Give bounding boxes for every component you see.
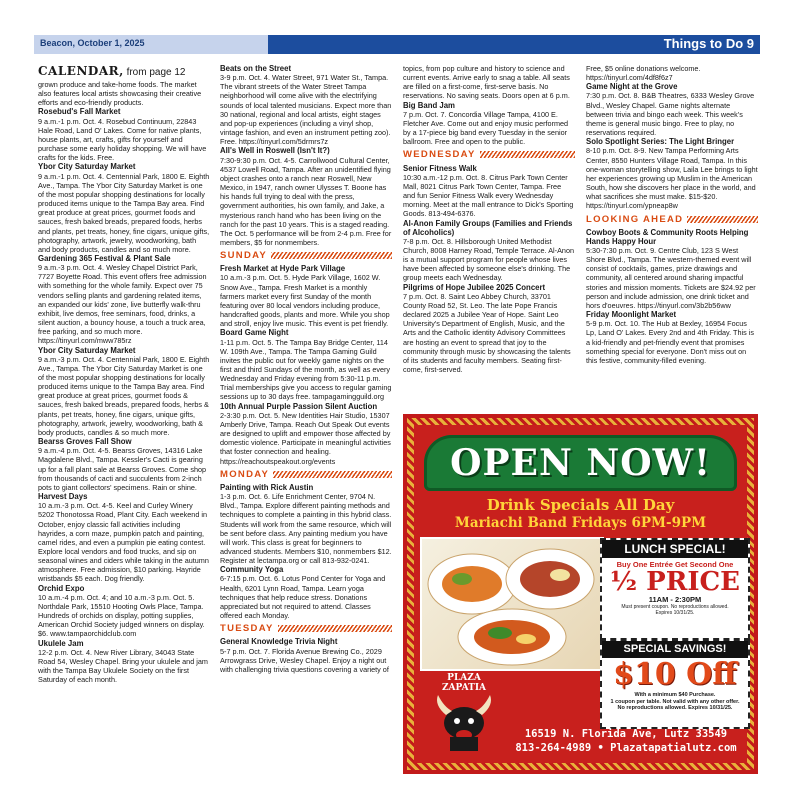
event-description: 5-7 p.m. Oct. 7. Florida Avenue Brewing Co., 2029 Arrowgrass Drive, Wesley Chapel. Enjoy a night out with challenging trivia questions covering a variety of — [220, 646, 389, 674]
special-savings-coupon — [600, 639, 750, 729]
open-now-banner — [424, 435, 737, 491]
event-list — [220, 264, 392, 465]
event-description: 2-3:30 p.m. Oct. 5. New Identities Hair Studio, 15307 Amberly Drive, Tampa. Reach Out Speak Out events are designed to uplift and empower those affected by domestic violence. Participate in meaningful activities that foster connection and healing. https://reachoutspeakout.org/events — [220, 410, 391, 466]
event-title: Fresh Market at Hyde Park Village — [220, 264, 346, 274]
calendar-title — [38, 64, 210, 80]
event-list — [586, 82, 758, 210]
day-header-sunday — [220, 251, 392, 260]
event-description: 1-11 p.m. Oct. 5. The Tampa Bay Bridge Center, 114 W. 109th Ave., Tampa. The Tampa Gaming Guild invites the public out for weekly game nights on the first and third Sundays of the month, as well as every Wednesday and Friday evening from 5:30-11 p.m. Trial memberships give you access to regular gaming sessions up to 30 days free. tampagamingguild.org — [220, 337, 392, 402]
intro-text: grown produce and take-home foods. The market also features local artists showcasing their creative efforts and eco-friendly products. — [38, 80, 202, 108]
event-title: 10th Annual Purple Passion Silent Auction — [220, 401, 378, 411]
event-list — [220, 637, 392, 674]
event-description: 9 a.m.-1 p.m. Oct. 4. Rosebud Continuum, 22843 Hale Road, Land O' Lakes. Come for native plants, house plants, art, crafts, gifts for yourself and purchase some early holiday shopping. We will have crafts for the kids. Free. — [38, 116, 207, 163]
event-description: 7 p.m. Oct. 7. Concordia Village Tampa, 4100 E. Fletcher Ave. Come out and enjoy music performed by a 17-piece big band every Tuesday in the senior ballroom. Free and open to the public. — [403, 109, 569, 147]
day-label: MONDAY — [220, 468, 270, 480]
publication-date: Beacon, October 1, 2025 — [40, 38, 145, 48]
event-description: 8-10 p.m. Oct. 8-9. New Tampa Performing Arts Center, 8550 Hunters Village Road, Tampa. In this one-woman storytelling show, Laila Lee brings to light her experiences growing up Muslim in the American South, how she discovers her place in the world, and what sacrifices she must make. $15-$20. https://tinyurl.com/ypneap8w — [586, 146, 758, 211]
mariachi-text: Mariachi Band Fridays 6PM-9PM — [454, 515, 707, 531]
ad-address — [510, 727, 742, 755]
event-title: Board Game Night — [220, 328, 289, 338]
event-title: Orchid Expo — [38, 583, 85, 593]
food-plates-image — [422, 539, 602, 669]
coupon-expiry: No reproductions allowed. Expires 10/31/25. — [617, 705, 733, 711]
hatch-rule — [278, 625, 392, 632]
event-title: Pilgrims of Hope Jubilee 2025 Concert — [403, 282, 546, 292]
event-title: Cowboy Boots & Community Roots Helping Hands Happy Hour — [586, 227, 749, 246]
ad-inner — [414, 425, 747, 763]
hatch-rule — [273, 471, 392, 478]
day-label: SUNDAY — [220, 250, 268, 262]
event-list — [220, 64, 392, 247]
event-description: 7:30-9:30 p.m. Oct. 4-5. Carrollwood Cultural Center, 4537 Lowell Road, Tampa. After an unidentified flying object crashes onto a ranch near Roswell, New Mexico, in 1947, ranch owner Ulysses T. Boone has his hands full trying to deal with the press, government authorities, his own family, and Jake, a mysterious ranch hand who has been living on the ranch for the past 10 years. This is a staged reading. The Oct. 5 performance will be from 2-4 p.m. Free for members, $5 for nonmembers. — [220, 155, 392, 247]
restaurant-logo — [424, 673, 504, 753]
hatch-rule — [687, 216, 758, 223]
coupon-subtitle: Buy One Entrée Get Second One — [616, 560, 734, 569]
event-title: Friday Moonlight Market — [586, 310, 677, 320]
event-title: Solo Spotlight Series: The Light Bringer — [586, 137, 735, 147]
event-title: Al-Anon Family Groups (Families and Friends of Alcoholics) — [403, 218, 573, 237]
hatch-rule — [480, 151, 575, 158]
coupon-price: $10 Off — [613, 657, 737, 692]
day-label: TUESDAY — [220, 623, 274, 635]
banner-text: OPEN NOW! — [450, 442, 711, 484]
event-title: Ybor City Saturday Market — [38, 345, 136, 355]
coupon-heading: LUNCH SPECIAL! — [602, 540, 748, 558]
coupon-hours: 11AM - 2:30PM — [648, 595, 702, 604]
phone-website-line: 813-264-4989 • Plazatapatialutz.com — [515, 742, 737, 754]
event-description: 10:30 a.m.-12 p.m. Oct. 8. Citrus Park Town Center Mall, 8021 Citrus Park Town Center, Tampa. Free and fun Senior Fitness Walk every Wednesday morning. Meet at the mall entrance to Dick's Sporting Goods. 813-494-6376. — [403, 172, 574, 219]
event-description: 10 a.m.-3 p.m. Oct. 4-5. Keel and Curley Winery 5202 Thonotossa Road, Plant City. Each weekend in October, enjoy classic fall activities including hayrides, a corn maze, pumpkin patch and painting, camel rides, and even a pumpkin pie eating contest. Explore local vendors and food trucks, and sip on seasonal wines and ciders while taking in the autumn atmosphere. Free admission, $10 parking. Hayride wristbands $5 each. Dog friendly. — [38, 501, 209, 584]
event-title: Community Yoga — [220, 565, 284, 575]
event-description: 10 a.m.-3 p.m. Oct. 5. Hyde Park Village, 1602 W. Snow Ave., Tampa. Fresh Market is a monthly farmers market every first Sunday of the month featuring over 80 local vendors including produce, handcrafted goods, plants and more. While you shop and stroll, enjoy live music. This event is pet friendly. — [220, 273, 390, 329]
logo-text: PLAZA ZAPATIA — [441, 673, 487, 693]
event-title: Bearss Groves Fall Show — [38, 437, 132, 447]
event-description: 9 a.m.-1 p.m. Oct. 4. Centennial Park, 1800 E. Eighth Ave., Tampa. The Ybor City Saturday Market is one of the most popular shopping destinations for locally produced items unique to the Tampa Bay area. Find great produce at great prices, gourmet foods and sauces, fresh baked breads, prepared foods, herbs and plants, pet treats, honey, fine cigars, unique gifts, photography, artwork, jewelry, woodworking, bath and body products, candles and so much more. — [38, 171, 210, 254]
day-label: LOOKING AHEAD — [586, 213, 684, 225]
section-title: Things to Do 9 — [663, 36, 754, 51]
header-left-bar — [34, 35, 268, 54]
event-description: 9 a.m.-3 p.m. Oct. 4. Centennial Park, 1800 E. Eighth Ave., Tampa. The Ybor City Saturday Market is one of the most popular shopping destinations for locally produced items unique to the Tampa Bay area. Find great produce at great prices, gourmet foods & sauces, fresh baked breads, prepared foods, herbs & plants, pet treats, honey, fine cigars, unique gifts, photography, artwork, jewelry, woodworking, bath & body products, candles & so much more. — [38, 354, 210, 437]
day-header-wednesday — [403, 150, 575, 159]
page-header — [34, 35, 760, 54]
event-title: All's Well in Roswell (Isn't It?) — [220, 146, 330, 156]
event-title: Rosebud's Fall Market — [38, 107, 121, 117]
event-description: 12-2 p.m. Oct. 4. New River Library, 34043 State Road 54, Wesley Chapel. Bring your ukulele and jam with the Tampa Bay Ukulele Society on the first Saturday of each month. — [38, 647, 208, 685]
calendar-heading: CALENDAR, — [38, 64, 124, 78]
event-title: Ukulele Jam — [38, 638, 84, 648]
food-photo — [420, 537, 604, 671]
day-header-tuesday — [220, 624, 392, 633]
column-4 — [586, 64, 758, 365]
event-title: Big Band Jam — [403, 100, 455, 110]
event-list — [403, 164, 575, 375]
restaurant-ad — [403, 414, 758, 774]
event-description: 9 a.m.-4 p.m. Oct. 4-5. Bearss Groves, 14316 Lake Magdalene Blvd., Tampa. Kessler's Cacti is gearing up for a fall plant sale at Bearss Groves. Come shop from thousands of cacti and succulents from 2-inch pots to giant collectors' specimens. Rain or shine. — [38, 446, 207, 492]
event-description: 10 a.m.-4 p.m. Oct. 4; and 10 a.m.-3 p.m. Oct. 5. Northdale Park, 15510 Hooting Owls Place, Tampa. Hundreds of orchids on display, potting supplies, American Orchid Society judged winners on display. $6. www.tampaorchidclub.com — [38, 592, 205, 639]
coupon-fine-print: 1 coupon per table. Not valid with any other offer. — [610, 698, 740, 705]
continued-text: Free, $5 online donations welcome. https://tinyurl.com/4df8f6z7 — [586, 64, 701, 83]
event-description: 6-7:15 p.m. Oct. 6. Lotus Pond Center for Yoga and Health, 6201 Lynn Road, Tampa. Learn yoga techniques that help reduce stress. Donations appreciated but not required to attend. Classes offered each Monday. — [220, 574, 386, 621]
event-list — [38, 107, 210, 684]
header-right-bar — [268, 35, 760, 54]
address-line: 16519 N. Florida Ave, Lutz 33549 — [524, 728, 728, 740]
event-description: 5:30-7:30 p.m. Oct. 9. Centre Club, 123 S West Shore Blvd., Tampa. The western-themed event will consist of cocktails, games, prize drawings and community, all centered around sharing impactful stories and mission moments. Tickets are $24.92 per person and include admission, one drink ticket and hors d'oeuvres. https://tinyurl.com/3b2b56ww — [586, 245, 756, 310]
event-list — [220, 483, 392, 620]
column-1 — [38, 64, 210, 684]
event-description: 9 a.m.-3 p.m. Oct. 4. Wesley Chapel District Park, 7727 Boyette Road. This event offers free admission with something for the whole family. Expect over 75 vendors selling plants and gardening related items, an expanded our kids' zone, live butterfly walk-thru exhibit, live demos, free seminars, food, drinks, a silent auction, a bouncy house, a touch a truck area, free parking, and so much more. https://tinyurl.com/mww785rz — [38, 263, 207, 346]
coupon-heading: SPECIAL SAVINGS! — [602, 641, 748, 658]
continued-text: topics, from pop culture and history to science and current events. Arrive early to snag a table. All seats are filled on a first-come, first-serve basis. No reservations. No saving seats. Doors open at 6 p.m. — [403, 64, 570, 101]
event-list — [403, 101, 575, 147]
event-title: Senior Fitness Walk — [403, 163, 477, 173]
bull-icon — [424, 685, 504, 765]
event-description: 5-9 p.m. Oct. 10. The Hub at Bexley, 16954 Focus Lp, Land O' Lakes. Every 2nd and 4th Friday. This is a kid-friendly and pet-friendly event that promises something special for everyone. Don't miss out on this festive, community-filled evening. — [586, 319, 754, 365]
day-header-monday — [220, 470, 392, 479]
event-description: 1-3 p.m. Oct. 6. Life Enrichment Center, 9704 N. Blvd., Tampa. Explore different painting methods and techniques to complete a painting in this hybrid class. Students will work from the same resource, which will be sent before class. Any painting medium you have will work. This class is great for beginners to advanced students. Members $10, nonmembers $12. Register at lectampa.org or call 813-932-0241. — [220, 492, 392, 566]
day-header-looking-ahead — [586, 215, 758, 224]
coupon-fine-print: With a minimum $40 Purchase. — [634, 692, 716, 698]
event-description: 3-9 p.m. Oct. 4. Water Street, 971 Water St., Tampa. The vibrant streets of the Water Street Tampa neighborhood will come alive with the electrifying sounds of local talented musicians. Expect more than 30 national, regional and local artists, eight stages and pop-up experiences (including a vinyl shop, vintage fashion, and even an instrument petting zoo). Free. https://tinyurl.com/5drmrs7z — [220, 73, 392, 147]
coupon-fine-print: Must present coupon. No reproductions allowed. — [621, 604, 729, 610]
coupon-price: ½ PRICE — [610, 567, 740, 597]
event-title: Harvest Days — [38, 492, 88, 502]
day-label: WEDNESDAY — [403, 149, 476, 161]
event-title: Painting with Rick Austin — [220, 482, 314, 492]
column-3 — [403, 64, 575, 374]
event-title: Game Night at the Grove — [586, 82, 678, 92]
event-description: 7-8 p.m. Oct. 8. Hillsborough United Methodist Church, 8008 Harney Road, Temple Terrace. Al-Anon is a mutual support program for people whose lives have been affected by someone else's drinking. The group meets each Wednesday. — [403, 236, 575, 283]
calendar-from-page: from page 12 — [126, 67, 186, 78]
event-description: 7 p.m. Oct. 8. Saint Leo Abbey Church, 33701 County Road 52, St. Leo. The late Pope Francis declared 2025 a Jubilee Year of Hope. Saint Leo University's Department of English, Music, and the Arts and the Catholic identity Advisory Committees are hosting an event to spread that joy to the community through music by showcasing the talents of its students and faculty members. Seating first-come, first-served. — [403, 291, 571, 374]
event-title: Beats on the Street — [220, 64, 292, 73]
event-title: General Knowledge Trivia Night — [220, 637, 338, 647]
event-title: Gardening 365 Festival & Plant Sale — [38, 253, 171, 263]
event-title: Ybor City Saturday Market — [38, 162, 136, 172]
event-list — [586, 228, 758, 365]
coupon-expiry: Expires 10/31/25. — [655, 610, 695, 616]
lunch-special-coupon — [600, 538, 750, 640]
hatch-rule — [271, 252, 392, 259]
column-2 — [220, 64, 392, 674]
event-description: 7:30 p.m. Oct. 8. B&B Theatres, 6333 Wesley Grove Blvd., Wesley Chapel. Game nights alternate between trivia and bingo each week. This week's theme is general music bingo. Free to play, no reservations required. — [586, 91, 755, 138]
drink-specials: Drink Specials All Day — [486, 496, 675, 514]
